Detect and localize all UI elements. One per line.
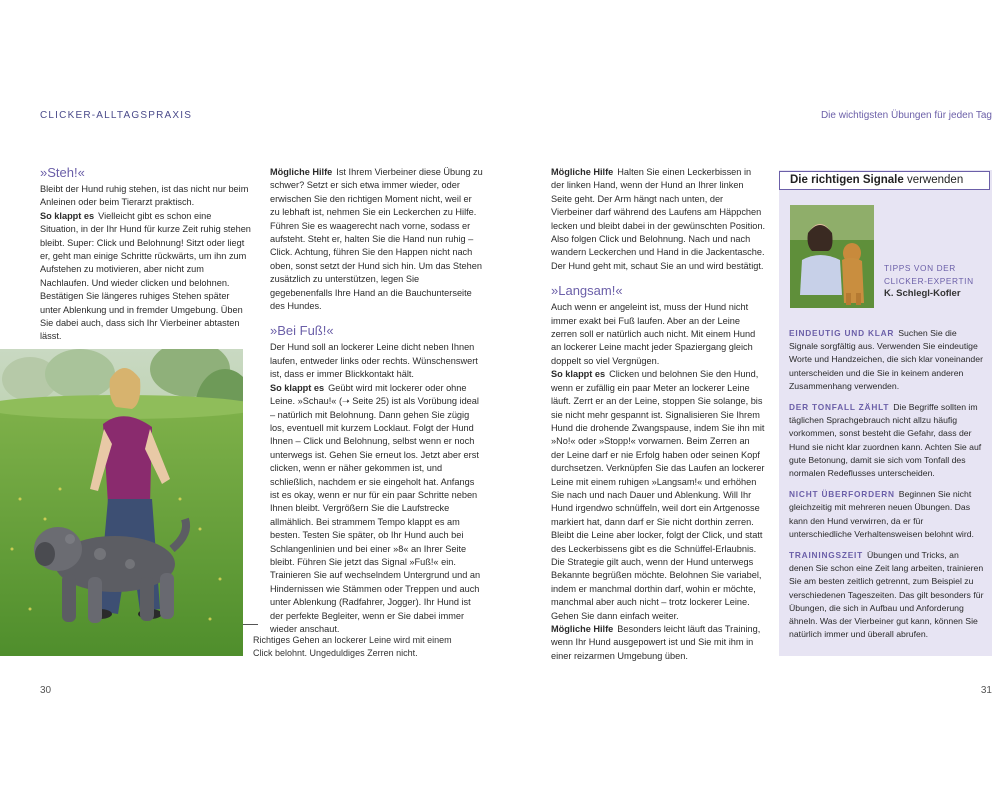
tip-lead: EINDEUTIG UND KLAR xyxy=(789,328,895,338)
sidebar-tips-label xyxy=(884,262,989,287)
tip-text: Die Begriffe sollten im täglichen Sprachgebrauch nicht allzu häufig vorkommen, sonst besteht die Gefahr, dass der Hund sie nicht klar zuordnen kann. Achten Sie auf gute Betonung, damit sie sich vom Tonfall des normalen Redeflusses unterscheiden. xyxy=(789,402,982,479)
bei-fuss-hilfe-text: Halten Sie einen Leckerbissen in der linken Hand, wenn der Hund an Ihrer linken Seite geht. Der Arm hängt nach unten, der Vierbeiner darf während des Laufens am Häppchen lecken und bleibt dabei in der gewünschten Position. Also folgen Click und Belohnung. Nach und nach wandern Leckerchen und Hand in die Jackentasche. Der Hund geht mit, schaut Sie an und wird bestätigt. xyxy=(551,167,766,271)
tip-item xyxy=(789,327,985,393)
sidebar-tips-text xyxy=(789,327,985,649)
steh-moegliche-hilfe xyxy=(270,166,483,313)
running-header-left: CLICKER-ALLTAGSPRAXIS xyxy=(40,110,193,121)
page-number-right: 31 xyxy=(980,685,992,696)
column-1 xyxy=(40,165,252,344)
tip-text: Beginnen Sie nicht gleichzeitig mit mehreren neuen Übungen. Das kann den Hund verwirren, da er für unterschiedliche Verhaltensweisen belohnt wird. xyxy=(789,489,974,539)
lead-so-klappt-es: So klappt es xyxy=(40,210,95,221)
steh-so-klappt-es xyxy=(40,210,252,344)
bei-fuss-intro: Der Hund soll an lockerer Leine dicht neben Ihnen laufen, entweder links oder rechts. Wünschenswert ist, dass er immer Blickkontakt hält. xyxy=(270,342,478,380)
langsam-so-text: Clicken und belohnen Sie den Hund, wenn er zufällig ein paar Meter an lockerer Leine läuft. Zerrt er an der Leine, stoppen Sie solange, bis sie nicht mehr gespannt ist. Signalisieren Sie Ihrem Hund die drohende Zwangspause, indem Sie ihn mit »No!« oder »Stopp!« vorwarnen. Beim Zerren an der Leine darf er nie Erfolg haben oder seinen Kopf durchsetzen. Verknüpfen Sie das Laufen an lockerer Leine mit einem ruhigen »Langsam!« und erhöhen Sie nach und nach Dauer und Ablenkung. Will Ihr Hund irgendwo schnüffeln, weil dort ein Artgenosse markiert hat, dann darf er Sie nicht dorthin zerren. Bleibt die Leine aber locker, folgt der Click, und statt des Leckerbissens gibt es die Schnüffel-Erlaubnis. Die Strategie gilt auch, wenn der Hund unterwegs Bekannte begrüßen möchte. Belohnen Sie variabel, indem er manchmal dorthin darf, wohin er möchte, manchmal aber auch nicht – trotz lockerer Leine. Gehen Sie dann einfach weiter. xyxy=(551,369,765,621)
steh-intro: Bleibt der Hund ruhig stehen, ist das nicht nur beim Anleinen oder beim Tierarzt praktisch. xyxy=(40,184,249,208)
lead-so-klappt-es: So klappt es xyxy=(270,382,325,393)
bei-fuss-so-klappt-es xyxy=(270,382,483,637)
section-heading-steh: »Steh!« xyxy=(40,165,85,180)
tip-text: Übungen und Tricks, an denen Sie schon eine Zeit lang arbeiten, trainieren Sie am besten zeitlich getrennt, zum Beispiel zu verschiedenen Tageszeiten. Das gilt besonders für Übungen, die sich in Aufbau und Anforderung ähneln. Was der Vierbeiner gut kann, können Sie natürlich immer und überall abrufen. xyxy=(789,550,984,640)
tip-item xyxy=(789,488,985,541)
sidebar-title-rest: verwenden xyxy=(906,174,964,186)
tip-lead: NICHT ÜBERFORDERN xyxy=(789,489,895,500)
section-heading-langsam: »Langsam!« xyxy=(551,283,623,299)
section-heading-bei-fuss: »Bei Fuß!« xyxy=(270,323,334,339)
running-header-right: Die wichtigsten Übungen für jeden Tag xyxy=(820,110,992,121)
bei-fuss-so-text: Geübt wird mit lockerer oder ohne Leine. »Schau!« (➝ Seite 25) ist als Vorübung ideal – natürlich mit Belohnung. Dann gehen Sie zügig los, eventuell mit kurzem Locklaut. Folgt der Hund Ihnen – Click und Belohnung, selbst wenn er noch unterwegs ist. Gehen Sie erneut los. Jetzt aber erst clicken, wenn er näher gekommen ist, und schließlich, nachdem er sie eingeholt hat. Anfangs ist es okay, wenn er nur für ein paar Schritte neben Ihnen bleibt. Vergrößern Sie die Laufstrecke allmählich. Bei strammem Tempo klappt es am besten. Testen Sie später, ob Ihr Hund auch bei Schlangenlinien und bei einer »8« an Ihrer Seite bleibt. Führen Sie jetzt das Signal »Fuß!« ein. Trainieren Sie auf wechselndem Untergrund und an Hindernissen wie Stämmen oder Treppen und auch unter Ablenkung (Radfahrer, Jogger). Ihr Hund ist der perfekte Begleiter, wenn er Sie dabei immer wieder anschaut. xyxy=(270,382,481,634)
bei-fuss-moegliche-hilfe xyxy=(551,166,765,273)
sidebar-author: K. Schlegl-Kofler xyxy=(884,288,961,299)
sidebar-title xyxy=(779,171,990,190)
lead-moegliche-hilfe: Mögliche Hilfe xyxy=(551,624,614,634)
column-3 xyxy=(551,166,765,663)
langsam-moegliche-hilfe xyxy=(551,623,765,663)
lead-moegliche-hilfe: Mögliche Hilfe xyxy=(270,167,333,177)
tips-line-2: CLICKER-EXPERTIN xyxy=(884,275,974,286)
tip-item xyxy=(789,549,985,641)
caption-pointer-line xyxy=(243,624,258,625)
steh-so-text: Vielleicht gibt es schon eine Situation, in der Ihr Hund für kurze Zeit ruhig stehen bleibt. Super: Click und Belohnung! Sitzt oder liegt er, geht man einige Schritte rückwärts, um ihn zum Aufstehen zu motivieren, aber nicht zum Nachlaufen. Und wieder clicken und belohnen. Bestätigen Sie längeres ruhiges Stehen später unter Ablenkung und in fremder Umgebung. Üben Sie dabei auch, dass sich Ihr Vierbeiner abtasten lässt. xyxy=(40,210,251,342)
page-number-left: 30 xyxy=(40,685,52,696)
tip-item xyxy=(789,401,985,480)
sidebar-title-bold: Die richtigen Signale xyxy=(790,174,904,186)
expert-photo xyxy=(790,205,874,308)
photo-caption: Richtiges Gehen an lockerer Leine wird mit einem Click belohnt. Ungeduldiges Zerren nicht. xyxy=(253,635,452,658)
tip-lead: TRAININGSZEIT xyxy=(789,550,864,561)
langsam-hilfe-text: Besonders leicht läuft das Training, wenn Ihr Hund ausgepowert ist und Sie mit ihm in einer reizarmen Umgebung üben. xyxy=(551,624,761,661)
lead-moegliche-hilfe: Mögliche Hilfe xyxy=(551,167,614,177)
photo-woman-walking-dog xyxy=(0,349,243,656)
lead-so-klappt-es: So klappt es xyxy=(551,369,606,380)
langsam-so-klappt-es xyxy=(551,368,765,623)
column-2 xyxy=(270,166,483,636)
tip-lead: DER TONFALL ZÄHLT xyxy=(789,402,890,413)
tip-text: Suchen Sie die Signale sorgfältig aus. Verwenden Sie eindeutige Worte und Handzeichen, die sich klar voneinander unterscheiden und die Sie in keinem anderen Zusammenhang verwenden. xyxy=(789,328,983,391)
steh-hilfe-text: Ist Ihrem Vierbeiner diese Übung zu schwer? Setzt er sich etwa immer wieder, oder erwischen Sie den richtigen Moment nicht, weil er zu lebhaft ist, nehmen Sie ein Leckerchen zu Hilfe. Führen Sie es waagerecht nach vorne, sodass er aufsteht. Steht er, halten Sie die Hand nun ruhig – Click. Achtung, führen Sie den Happen nicht nach oben, sonst setzt der Hund sich hin. Um das Stehen zusätzlich zu unterstützen, legen Sie gegebenenfalls Ihre Hand an die Bauchunterseite des Hundes. xyxy=(270,167,483,312)
tips-line-1: TIPPS VON DER xyxy=(884,263,956,273)
langsam-intro: Auch wenn er angeleint ist, muss der Hund nicht immer exakt bei Fuß laufen. Aber an der Leine zerren soll er natürlich auch nicht. Mit einem Hund an lockerer Leine macht jeder Spaziergang gleich doppelt so viel Vergnügen. xyxy=(551,302,756,366)
